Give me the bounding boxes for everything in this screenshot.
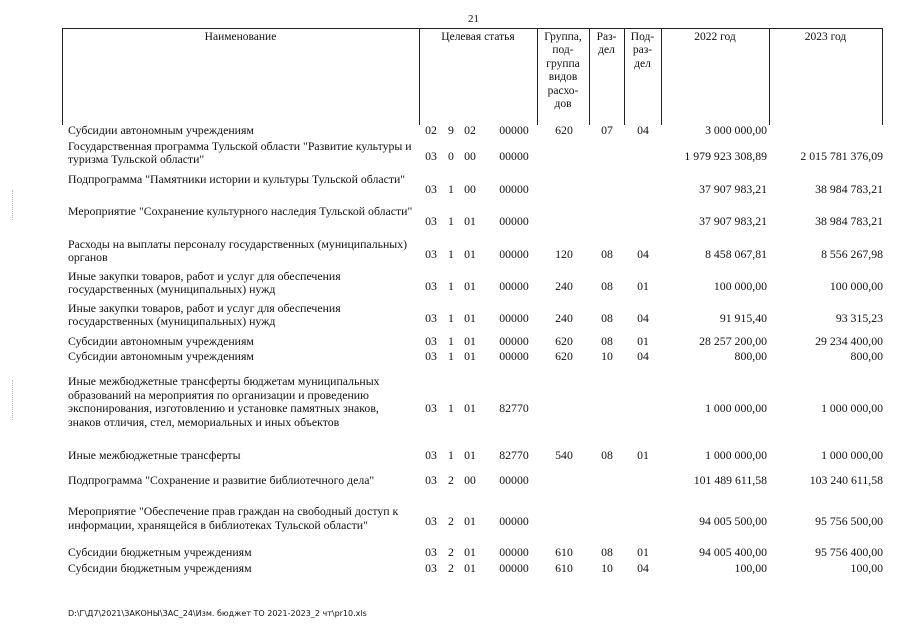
target-code-direction: 82770 bbox=[499, 401, 529, 415]
amount-2023: 103 240 611,58 bbox=[809, 473, 883, 487]
row-name: Субсидии бюджетным учреждениям bbox=[68, 561, 252, 575]
expense-group: 610 bbox=[555, 561, 573, 575]
amount-2022: 37 907 983,21 bbox=[699, 182, 767, 196]
amount-2022: 94 005 400,00 bbox=[699, 545, 767, 559]
expense-group: 620 bbox=[555, 349, 573, 363]
target-code-direction: 00000 bbox=[499, 334, 529, 348]
target-code-program: 03 bbox=[425, 214, 437, 228]
header-name: Наименование bbox=[204, 31, 277, 43]
row-name: Подпрограмма "Сохранение и развитие библиотечного дела" bbox=[68, 473, 375, 487]
amount-2023: 38 984 783,21 bbox=[815, 214, 883, 228]
subsection-code: 01 bbox=[637, 279, 649, 293]
target-code-subprogram: 2 bbox=[448, 561, 454, 575]
target-code-event: 01 bbox=[464, 448, 476, 462]
target-code-direction: 00000 bbox=[499, 214, 529, 228]
subsection-code: 01 bbox=[637, 545, 649, 559]
target-code-event: 00 bbox=[464, 473, 476, 487]
target-code-event: 01 bbox=[464, 279, 476, 293]
amount-2022: 100,00 bbox=[734, 561, 767, 575]
target-code-direction: 00000 bbox=[499, 545, 529, 559]
section-code: 07 bbox=[601, 123, 613, 137]
amount-2022: 94 005 500,00 bbox=[699, 514, 767, 528]
header-divider bbox=[882, 28, 883, 125]
header-expense-group: Группа, под-группа видов расхо-дов bbox=[544, 31, 582, 111]
row-name: Мероприятие "Сохранение культурного наследия Тульской области" bbox=[68, 204, 413, 218]
target-code-subprogram: 2 bbox=[448, 514, 454, 528]
target-code-event: 01 bbox=[464, 401, 476, 415]
row-name: Иные межбюджетные трансферты бюджетам муниципальных образований на мероприятия по организации и проведению экспонирования, изготовлению и установке памятных знаков, знаков отличия, стел, мемориальных и иных объектов bbox=[68, 374, 380, 429]
target-code-direction: 00000 bbox=[499, 149, 529, 163]
amount-2022: 1 000 000,00 bbox=[705, 448, 767, 462]
row-name: Субсидии автономным учреждениям bbox=[68, 334, 254, 348]
target-code-program: 03 bbox=[425, 247, 437, 261]
target-code-subprogram: 1 bbox=[448, 401, 454, 415]
row-name: Мероприятие "Обеспечение прав граждан на свободный доступ к информации, хранящейся в библиотеках Тульской области" bbox=[68, 504, 399, 532]
target-code-direction: 00000 bbox=[499, 514, 529, 528]
header-subsection: Под-раз-дел bbox=[630, 31, 655, 70]
target-code-event: 01 bbox=[464, 349, 476, 363]
target-code-subprogram: 1 bbox=[448, 311, 454, 325]
section-code: 08 bbox=[601, 448, 613, 462]
amount-2023: 95 756 500,00 bbox=[815, 514, 883, 528]
target-code-subprogram: 1 bbox=[448, 182, 454, 196]
target-code-event: 00 bbox=[464, 182, 476, 196]
target-code-direction: 00000 bbox=[499, 311, 529, 325]
amount-2022: 37 907 983,21 bbox=[699, 214, 767, 228]
amount-2023: 8 556 267,98 bbox=[821, 247, 883, 261]
file-path-footer: D:\Г\Д7\2021\ЗАКОНЫ\ЗАС_24\Изм. бюджет ТО 2021-2023_2 чт\pr10.xls bbox=[68, 609, 367, 618]
target-code-program: 02 bbox=[425, 123, 437, 137]
target-code-direction: 00000 bbox=[499, 349, 529, 363]
target-code-event: 01 bbox=[464, 334, 476, 348]
header-divider bbox=[589, 28, 590, 125]
amount-2023: 1 000 000,00 bbox=[821, 401, 883, 415]
target-code-subprogram: 2 bbox=[448, 545, 454, 559]
amount-2022: 28 257 200,00 bbox=[699, 334, 767, 348]
target-code-direction: 82770 bbox=[499, 448, 529, 462]
header-divider bbox=[624, 28, 625, 125]
target-code-event: 01 bbox=[464, 247, 476, 261]
section-code: 10 bbox=[601, 349, 613, 363]
target-code-program: 03 bbox=[425, 279, 437, 293]
target-code-subprogram: 1 bbox=[448, 279, 454, 293]
target-code-program: 03 bbox=[425, 311, 437, 325]
target-code-program: 03 bbox=[425, 349, 437, 363]
target-code-subprogram: 1 bbox=[448, 247, 454, 261]
row-name: Субсидии автономным учреждениям bbox=[68, 349, 254, 363]
target-code-direction: 00000 bbox=[499, 247, 529, 261]
amount-2022: 100 000,00 bbox=[713, 279, 767, 293]
amount-2023: 93 315,23 bbox=[835, 311, 883, 325]
amount-2022: 101 489 611,58 bbox=[693, 473, 767, 487]
scan-mark bbox=[12, 190, 13, 220]
target-code-event: 01 bbox=[464, 311, 476, 325]
target-code-subprogram: 9 bbox=[448, 123, 454, 137]
expense-group: 620 bbox=[555, 334, 573, 348]
expense-group: 620 bbox=[555, 123, 573, 137]
row-name: Иные межбюджетные трансферты bbox=[68, 448, 241, 462]
expense-group: 120 bbox=[555, 247, 573, 261]
target-code-subprogram: 1 bbox=[448, 334, 454, 348]
target-code-subprogram: 0 bbox=[448, 149, 454, 163]
target-code-event: 01 bbox=[464, 214, 476, 228]
amount-2022: 91 915,40 bbox=[719, 311, 767, 325]
section-code: 08 bbox=[601, 334, 613, 348]
target-code-direction: 00000 bbox=[499, 123, 529, 137]
amount-2023: 38 984 783,21 bbox=[815, 182, 883, 196]
target-code-direction: 00000 bbox=[499, 182, 529, 196]
amount-2022: 800,00 bbox=[734, 349, 767, 363]
row-name: Иные закупки товаров, работ и услуг для обеспечения государственных (муниципальных) нужд bbox=[68, 269, 341, 297]
target-code-program: 03 bbox=[425, 545, 437, 559]
target-code-program: 03 bbox=[425, 561, 437, 575]
target-code-direction: 00000 bbox=[499, 561, 529, 575]
expense-group: 540 bbox=[555, 448, 573, 462]
scan-mark bbox=[12, 380, 13, 420]
row-name: Подпрограмма "Памятники истории и культуры Тульской области" bbox=[68, 172, 406, 186]
amount-2022: 8 458 067,81 bbox=[705, 247, 767, 261]
target-code-subprogram: 1 bbox=[448, 349, 454, 363]
amount-2023: 100,00 bbox=[850, 561, 883, 575]
amount-2023: 1 000 000,00 bbox=[821, 448, 883, 462]
subsection-code: 01 bbox=[637, 334, 649, 348]
row-name: Субсидии автономным учреждениям bbox=[68, 123, 254, 137]
target-code-program: 03 bbox=[425, 514, 437, 528]
target-code-program: 03 bbox=[425, 401, 437, 415]
header-year-2023: 2023 год bbox=[804, 31, 847, 43]
subsection-code: 01 bbox=[637, 448, 649, 462]
section-code: 08 bbox=[601, 279, 613, 293]
section-code: 08 bbox=[601, 311, 613, 325]
subsection-code: 04 bbox=[637, 247, 649, 261]
header-target-article: Целевая статья bbox=[441, 31, 515, 43]
amount-2023: 800,00 bbox=[850, 349, 883, 363]
section-code: 08 bbox=[601, 545, 613, 559]
target-code-program: 03 bbox=[425, 334, 437, 348]
amount-2023: 95 756 400,00 bbox=[815, 545, 883, 559]
expense-group: 240 bbox=[555, 311, 573, 325]
target-code-program: 03 bbox=[425, 473, 437, 487]
target-code-subprogram: 1 bbox=[448, 214, 454, 228]
target-code-subprogram: 2 bbox=[448, 473, 454, 487]
header-section: Раз-дел bbox=[596, 31, 617, 57]
expense-group: 610 bbox=[555, 545, 573, 559]
header-top-border bbox=[62, 28, 882, 29]
amount-2023: 100 000,00 bbox=[829, 279, 883, 293]
amount-2022: 1 000 000,00 bbox=[705, 401, 767, 415]
row-name: Иные закупки товаров, работ и услуг для обеспечения государственных (муниципальных) нужд bbox=[68, 301, 341, 329]
header-year-2022: 2022 год bbox=[694, 31, 736, 43]
subsection-code: 04 bbox=[637, 349, 649, 363]
section-code: 10 bbox=[601, 561, 613, 575]
target-code-subprogram: 1 bbox=[448, 448, 454, 462]
subsection-code: 04 bbox=[637, 123, 649, 137]
target-code-event: 02 bbox=[464, 123, 476, 137]
section-code: 08 bbox=[601, 247, 613, 261]
subsection-code: 04 bbox=[637, 311, 649, 325]
target-code-program: 03 bbox=[425, 182, 437, 196]
target-code-event: 01 bbox=[464, 561, 476, 575]
target-code-direction: 00000 bbox=[499, 279, 529, 293]
amount-2023: 29 234 400,00 bbox=[815, 334, 883, 348]
amount-2023: 2 015 781 376,09 bbox=[800, 149, 883, 163]
target-code-event: 01 bbox=[464, 545, 476, 559]
subsection-code: 04 bbox=[637, 561, 649, 575]
target-code-program: 03 bbox=[425, 448, 437, 462]
target-code-event: 01 bbox=[464, 514, 476, 528]
row-name: Расходы на выплаты персоналу государственных (муниципальных) органов bbox=[68, 237, 408, 265]
header-divider bbox=[537, 28, 538, 125]
target-code-event: 00 bbox=[464, 149, 476, 163]
expense-group: 240 bbox=[555, 279, 573, 293]
row-name: Государственная программа Тульской области "Развитие культуры и туризма Тульской области" bbox=[68, 139, 412, 167]
target-code-program: 03 bbox=[425, 149, 437, 163]
amount-2022: 3 000 000,00 bbox=[705, 123, 767, 137]
target-code-direction: 00000 bbox=[499, 473, 529, 487]
row-name: Субсидии бюджетным учреждениям bbox=[68, 545, 252, 559]
amount-2022: 1 979 923 308,89 bbox=[684, 149, 767, 163]
page-number: 21 bbox=[468, 13, 479, 25]
